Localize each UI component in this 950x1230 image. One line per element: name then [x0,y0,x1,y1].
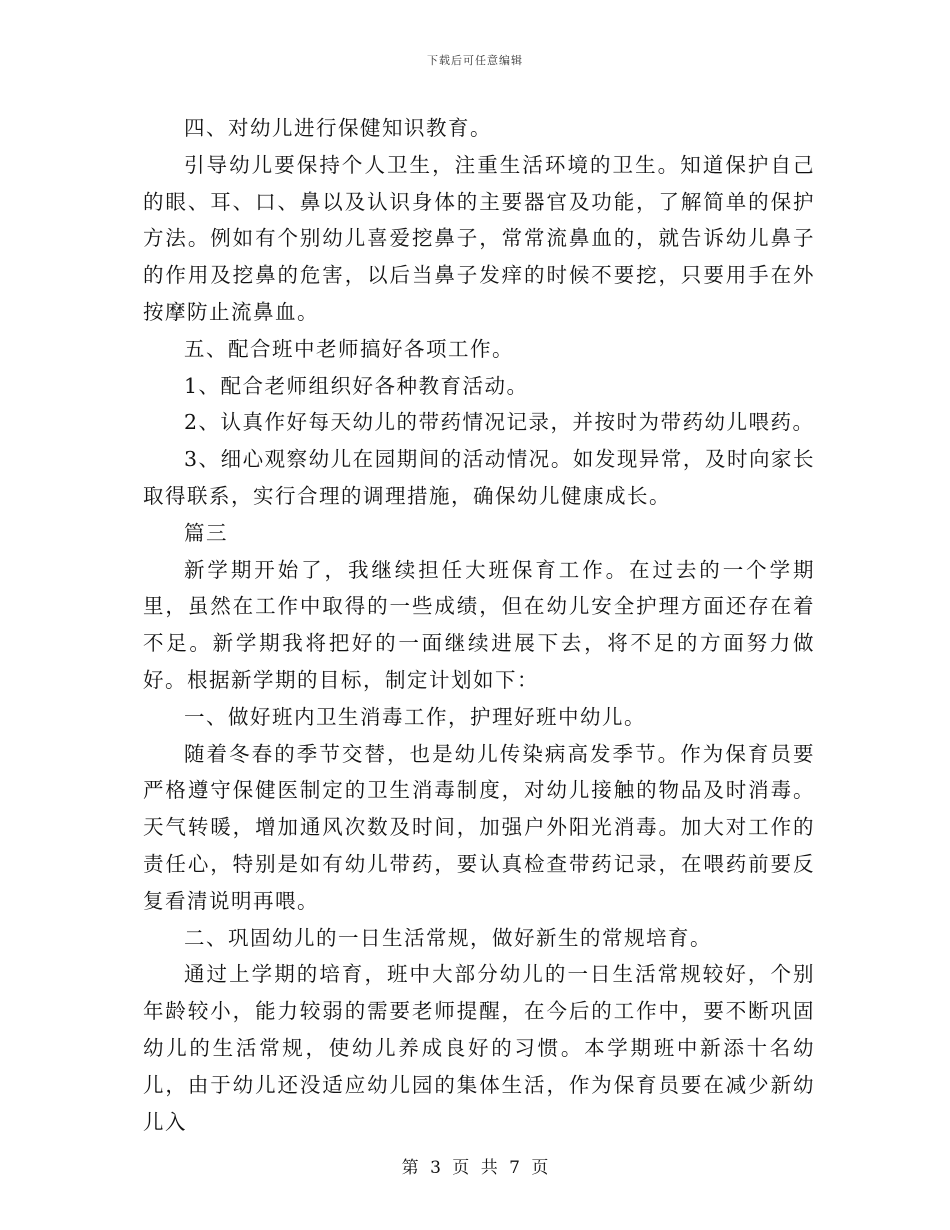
paragraph-season-disinfection: 随着冬春的季节交替，也是幼儿传染病高发季节。作为保育员要严格遵守保健医制定的卫生消毒制度，对幼儿接触的物品及时消毒。天气转暖，增加通风次数及时间，加强户外阳光消毒。加大对工作的责任心，特别是如有幼儿带药，要认真检查带药记录，在喂药前要反复看清说明再喂。 [143,741,815,913]
paragraph-hygiene-guidance: 引导幼儿要保持个人卫生，注重生活环境的卫生。知道保护自己的眼、耳、口、鼻以及认识身体的主要器官及功能，了解简单的保护方法。例如有个别幼儿喜爱挖鼻子，常常流鼻血的，就告诉幼儿鼻子的作用及挖鼻的危害，以后当鼻子发痒的时候不要挖，只要用手在外按摩防止流鼻血。 [143,152,815,324]
list-item-2: 2、认真作好每天幼儿的带药情况记录，并按时为带药幼儿喂药。 [184,410,815,435]
page-header: 下载后可任意编辑 [427,54,523,67]
section-heading-cooperate-teachers: 五、配合班中老师搞好各项工作。 [184,336,514,361]
list-item-1: 1、配合老师组织好各种教育活动。 [184,373,529,398]
paragraph-routine-training: 通过上学期的培育，班中大部分幼儿的一日生活常规较好，个别年龄较小，能力较弱的需要老师提醒，在今后的工作中，要不断巩固幼儿的生活常规，使幼儿养成良好的习惯。本学期班中新添十名幼儿，由于幼儿还没适应幼儿园的集体生活，作为保育员要在减少新幼儿入 [143,962,815,1134]
chapter-title: 篇三 [184,520,228,545]
section-heading-disinfection: 一、做好班内卫生消毒工作，护理好班中幼儿。 [184,704,646,729]
paragraph-new-semester: 新学期开始了，我继续担任大班保育工作。在过去的一个学期里，虽然在工作中取得的一些成绩，但在幼儿安全护理方面还存在着不足。新学期我将把好的一面继续进展下去，将不足的方面努力做好。根据新学期的目标，制定计划如下： [143,557,815,692]
page-footer: 第 3 页 共 7 页 [401,1158,549,1178]
document-body [143,110,815,1140]
section-heading-daily-routine: 二、巩固幼儿的一日生活常规，做好新生的常规培育。 [184,925,712,950]
list-item-3: 3、细心观察幼儿在园期间的活动情况。如发现异常，及时向家长取得联系，实行合理的调理措施，确保幼儿健康成长。 [143,447,815,508]
section-heading-health-education: 四、对幼儿进行保健知识教育。 [184,116,492,140]
